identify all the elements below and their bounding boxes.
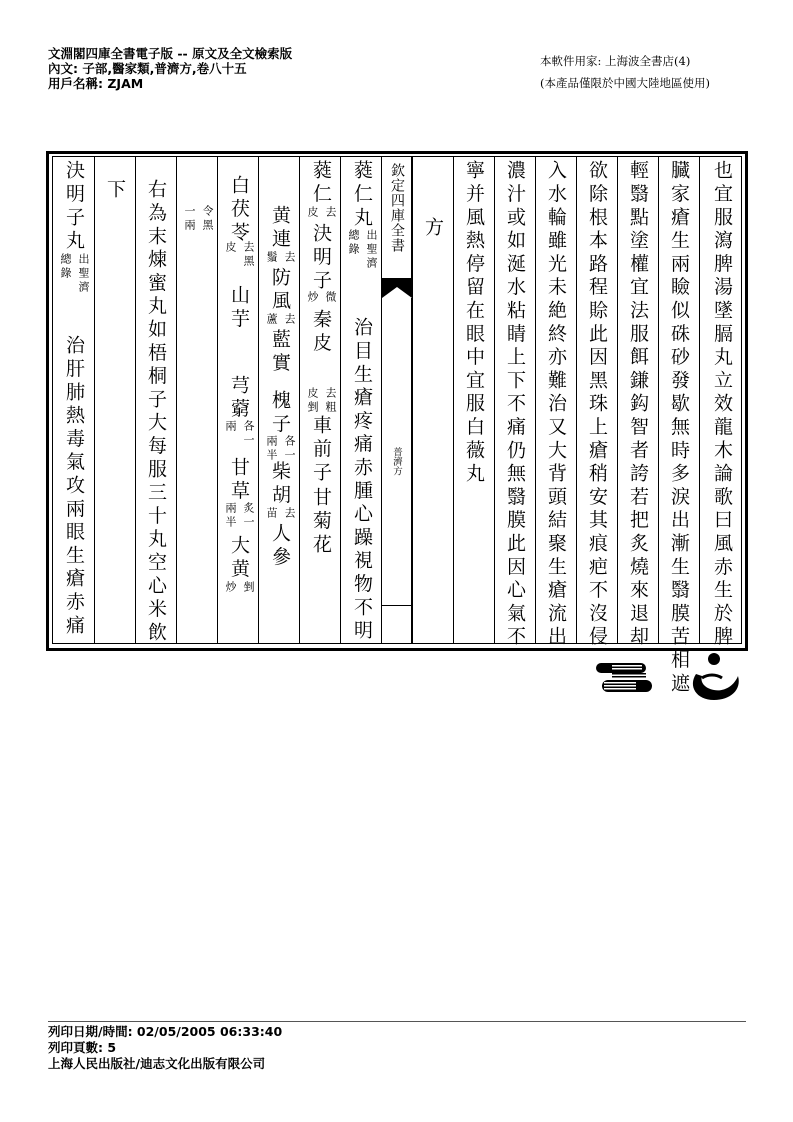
annotation-left: 總錄 [347,229,360,257]
text-column-4 [576,157,617,650]
annotation-right: 去粗 [324,387,337,415]
text-column-5 [535,157,576,650]
annotation-left: 兩半 [265,435,278,463]
annotation-right: 炙一 [242,502,255,530]
text-column-ingredients-3 [217,157,258,643]
book-stack-logo [594,660,654,700]
column-text: 下 [104,179,126,203]
ingredient: 蕤仁 [310,160,332,207]
text-column-1 [699,157,742,650]
content-path: 內文: 子部,醫家類,普濟方,卷八十五 [48,61,247,76]
annotation-left: 皮 [224,241,237,255]
text-column-continuation [94,157,135,643]
region-restriction: (本產品僅限於中國大陸地區使用) [540,76,710,90]
ingredient: 槐子 [269,390,291,437]
column-text: 欲除根本路程賒此因黑珠上瘡稍安其痕疤不沒侵 [586,160,608,650]
text-column-annotation [176,157,217,643]
text-column-2 [658,157,699,696]
license-info [540,50,710,94]
text-column-6 [494,157,535,650]
annotation-right: 剉 [242,581,255,595]
annotation-right: 各一 [242,420,255,448]
text-column-3 [617,157,658,650]
annotation-right: 去 [283,507,296,521]
annotation-right: 微 [324,291,337,305]
ingredient: 決明子 [310,223,332,293]
annotation-right: 出聖濟 [365,229,378,271]
annotation-right: 各一 [283,435,296,463]
column-text: 濃汁或如涎水粘睛上下不痛仍無翳膜此因心氣不 [504,160,526,650]
annotation-left: 鬚 [265,251,278,265]
ingredient: 車前子 [310,415,332,485]
text-column-8 [412,157,453,643]
print-footer [48,1024,282,1072]
print-pages: 列印頁數: 5 [48,1040,117,1055]
document-header [48,46,292,91]
text-column-ingredients-2 [258,157,299,643]
ingredient: 大黄 [228,535,250,582]
annotation-right: 去 [283,251,296,265]
annotation-left: 皮 [306,206,319,220]
recipe-name: 決明子丸 [63,160,85,254]
annotation-left: 苗 [265,507,278,521]
text-column-7 [453,157,494,643]
publisher: 上海人民出版社/迪志文化出版有限公司 [48,1056,266,1071]
annotation-left: 蘆 [265,313,278,327]
text-column-recipe-title [340,157,381,643]
text-column-preparation [135,157,176,643]
annotation-right: 令黑 [201,205,214,233]
annotation-left: 炒 [306,291,319,305]
annotation-left: 兩半 [224,502,237,530]
annotation-left: 炒 [224,581,237,595]
column-text: 臓家瘡生兩瞼似硃砂發歇無時多淚出漸生翳膜苦相遮 [668,160,690,696]
ingredient: 芎藭 [228,375,250,422]
ingredient: 白茯苓 [228,175,250,245]
ingredient: 黄連 [269,205,291,252]
ingredient: 甘菊花 [310,487,332,557]
print-datetime: 列印日期/時間: 02/05/2005 06:33:40 [48,1024,283,1039]
ingredient: 甘草 [228,457,250,504]
text-column-ingredients-1 [299,157,340,643]
column-text: 方 [422,217,444,241]
annotation-left: 總錄 [59,253,72,281]
column-text: 右為末煉蜜丸如梧桐子大每服三十丸空心米飲 [145,179,167,645]
ingredient: 人參 [269,523,291,570]
user-name: 用戶名稱: ZJAM [48,76,144,91]
indication-text: 治目生瘡疼痛赤腫心躁視物不明 [351,317,373,644]
banner-title: 欽定四庫全書 [389,163,405,253]
banner-fishtail [382,278,411,298]
column-text: 輕翳點塗權宜法服餌鎌鈎智者誇若把炙燒來退却 [627,160,649,650]
column-text: 也宜服瀉脾湯墜膈丸立效龍木論歌曰風赤生於脾 [711,160,733,650]
product-title: 文淵閣四庫全書電子版 -- 原文及全文檢索版 [48,46,293,61]
annotation-left: 兩 [224,420,237,434]
ingredient: 山芋 [228,285,250,332]
annotation-right: 去黑 [242,241,255,269]
recipe-name: 蕤仁丸 [351,160,373,230]
annotation-right: 去 [324,206,337,220]
licensee: 本軟件用家: 上海波全書店(4) [540,54,691,68]
footer-divider [48,1021,746,1022]
publisher-emblem-logo [686,652,746,708]
ingredient: 藍實 [269,329,291,376]
ingredient: 柴胡 [269,461,291,508]
column-text: 入水輪雖光未絶終亦難治又大背頭結聚生瘡流出 [545,160,567,650]
annotation-right: 去 [283,313,296,327]
text-column-recipe-title-2 [53,157,94,643]
banner-column [381,157,412,643]
annotation-left: 皮剉 [306,387,319,415]
ingredient: 防風 [269,267,291,314]
indication-text: 治肝肺熱毒氣攻兩眼生瘡赤痛 [63,335,85,638]
column-text: 寧并風熱停留在眼中宜服白薇丸 [463,160,485,487]
banner-book-title: 普濟方 [391,447,402,476]
banner-divider [382,605,411,606]
annotation-right: 出聖濟 [77,253,90,295]
annotation-left: 一兩 [183,205,196,233]
ingredient: 秦皮 [310,309,332,356]
